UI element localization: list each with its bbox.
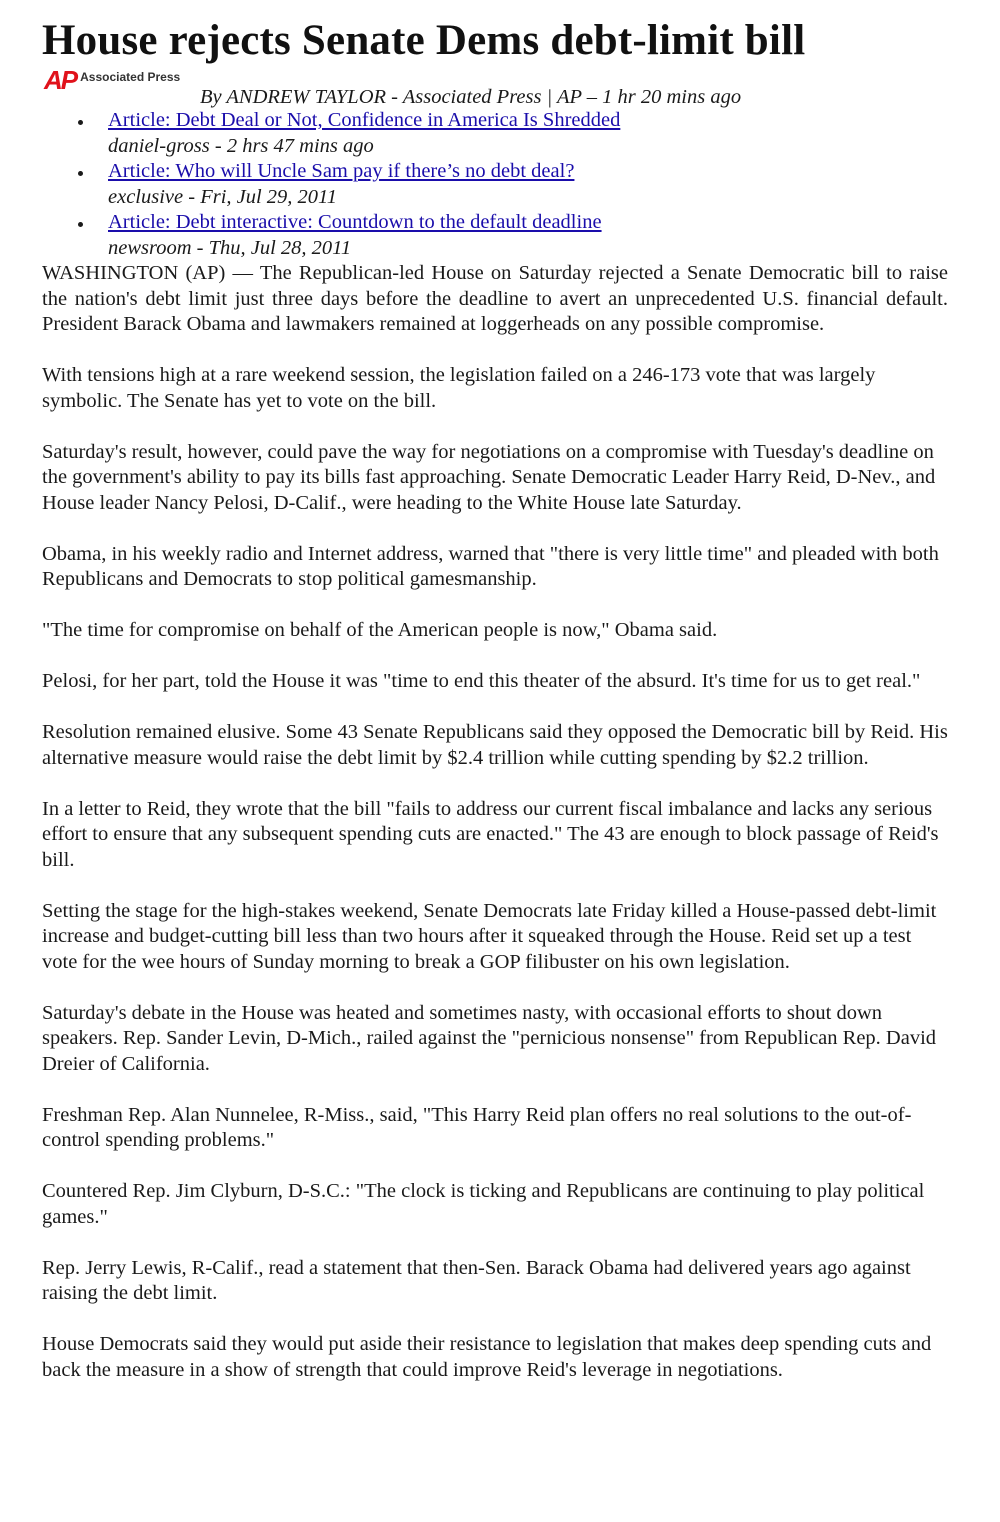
related-item <box>108 108 948 159</box>
article-body <box>42 261 948 1383</box>
related-link-uncle-sam[interactable]: Article: Who will Uncle Sam pay if there’s no debt deal? <box>108 160 575 182</box>
body-paragraph: Pelosi, for her part, told the House it was "time to end this theater of the absurd. It's time for us to get real." <box>42 670 921 692</box>
body-paragraph: WASHINGTON (AP) — The Republican-led House on Saturday rejected a Senate Democratic bill to raise the nation's debt limit just three days before the deadline to avert an unprecedented U.S. financial default. President Barack Obama and lawmakers remained at loggerheads on any possible compromise. <box>42 262 948 335</box>
ap-logo-mark: AP <box>44 65 77 95</box>
related-meta: daniel-gross - 2 hrs 47 mins ago <box>108 134 374 157</box>
related-meta: exclusive - Fri, Jul 29, 2011 <box>108 185 338 208</box>
body-paragraph: Countered Rep. Jim Clyburn, D-S.C.: "The clock is ticking and Republicans are continuing to play political games." <box>42 1180 925 1228</box>
ap-logo-wordmark: Associated Press <box>80 70 181 84</box>
body-paragraph: With tensions high at a rare weekend session, the legislation failed on a 246-173 vote that was largely symbolic. The Senate has yet to vote on the bill. <box>42 364 876 412</box>
ap-logo <box>44 65 181 95</box>
related-item <box>108 159 948 210</box>
body-paragraph: Obama, in his weekly radio and Internet address, warned that "there is very little time" and pleaded with both Republicans and Democrats to stop political gamesmanship. <box>42 542 939 590</box>
body-paragraph: Rep. Jerry Lewis, R-Calif., read a statement that then-Sen. Barack Obama had delivered years ago against raising the debt limit. <box>42 1256 911 1304</box>
body-paragraph: Resolution remained elusive. Some 43 Senate Republicans said they opposed the Democratic bill by Reid. His alternative measure would raise the debt limit by $2.4 trillion while cutting spending by $2.2 trillion. <box>42 721 948 769</box>
body-paragraph: Saturday's debate in the House was heated and sometimes nasty, with occasional efforts to shout down speakers. Rep. Sander Levin, D-Mich., railed against the "pernicious nonsense" from Republican Rep. David Dreier of California. <box>42 1001 937 1075</box>
body-paragraph: In a letter to Reid, they wrote that the bill "fails to address our current fiscal imbalance and lacks any serious effort to ensure that any subsequent spending cuts are enacted." The 43 are enough to block passage of Reid's bill. <box>42 797 939 871</box>
article <box>42 14 948 1409</box>
body-paragraph: Saturday's result, however, could pave the way for negotiations on a compromise with Tuesday's deadline on the government's ability to pay its bills fast approaching. Senate Democratic Leader Harry Reid, D-Nev., and House leader Nancy Pelosi, D-Calif., were heading to the White House late Saturday. <box>42 440 936 514</box>
headline: House rejects Senate Dems debt-limit bill <box>42 17 806 64</box>
body-paragraph: Freshman Rep. Alan Nunnelee, R-Miss., said, "This Harry Reid plan offers no real solutions to the out-of-control spending problems." <box>42 1103 912 1151</box>
related-link-debt-interactive[interactable]: Article: Debt interactive: Countdown to the default deadline <box>108 211 602 233</box>
byline-row <box>42 65 948 108</box>
body-paragraph: Setting the stage for the high-stakes weekend, Senate Democrats late Friday killed a House-passed debt-limit increase and budget-cutting bill less than two hours after it squeaked through the House. Reid set up a test vote for the wee hours of Sunday morning to break a GOP filibuster on his own legislation. <box>42 899 937 973</box>
body-paragraph: "The time for compromise on behalf of the American people is now," Obama said. <box>42 619 718 641</box>
related-item <box>108 210 948 261</box>
byline: By ANDREW TAYLOR - Associated Press | AP – 1 hr 20 mins ago <box>200 86 742 108</box>
related-articles <box>42 108 948 261</box>
related-link-debt-deal[interactable]: Article: Debt Deal or Not, Confidence in America Is Shredded <box>108 109 621 131</box>
related-meta: newsroom - Thu, Jul 28, 2011 <box>108 236 352 259</box>
body-paragraph: House Democrats said they would put aside their resistance to legislation that makes deep spending cuts and back the measure in a show of strength that could improve Reid's leverage in negotiations. <box>42 1333 932 1381</box>
